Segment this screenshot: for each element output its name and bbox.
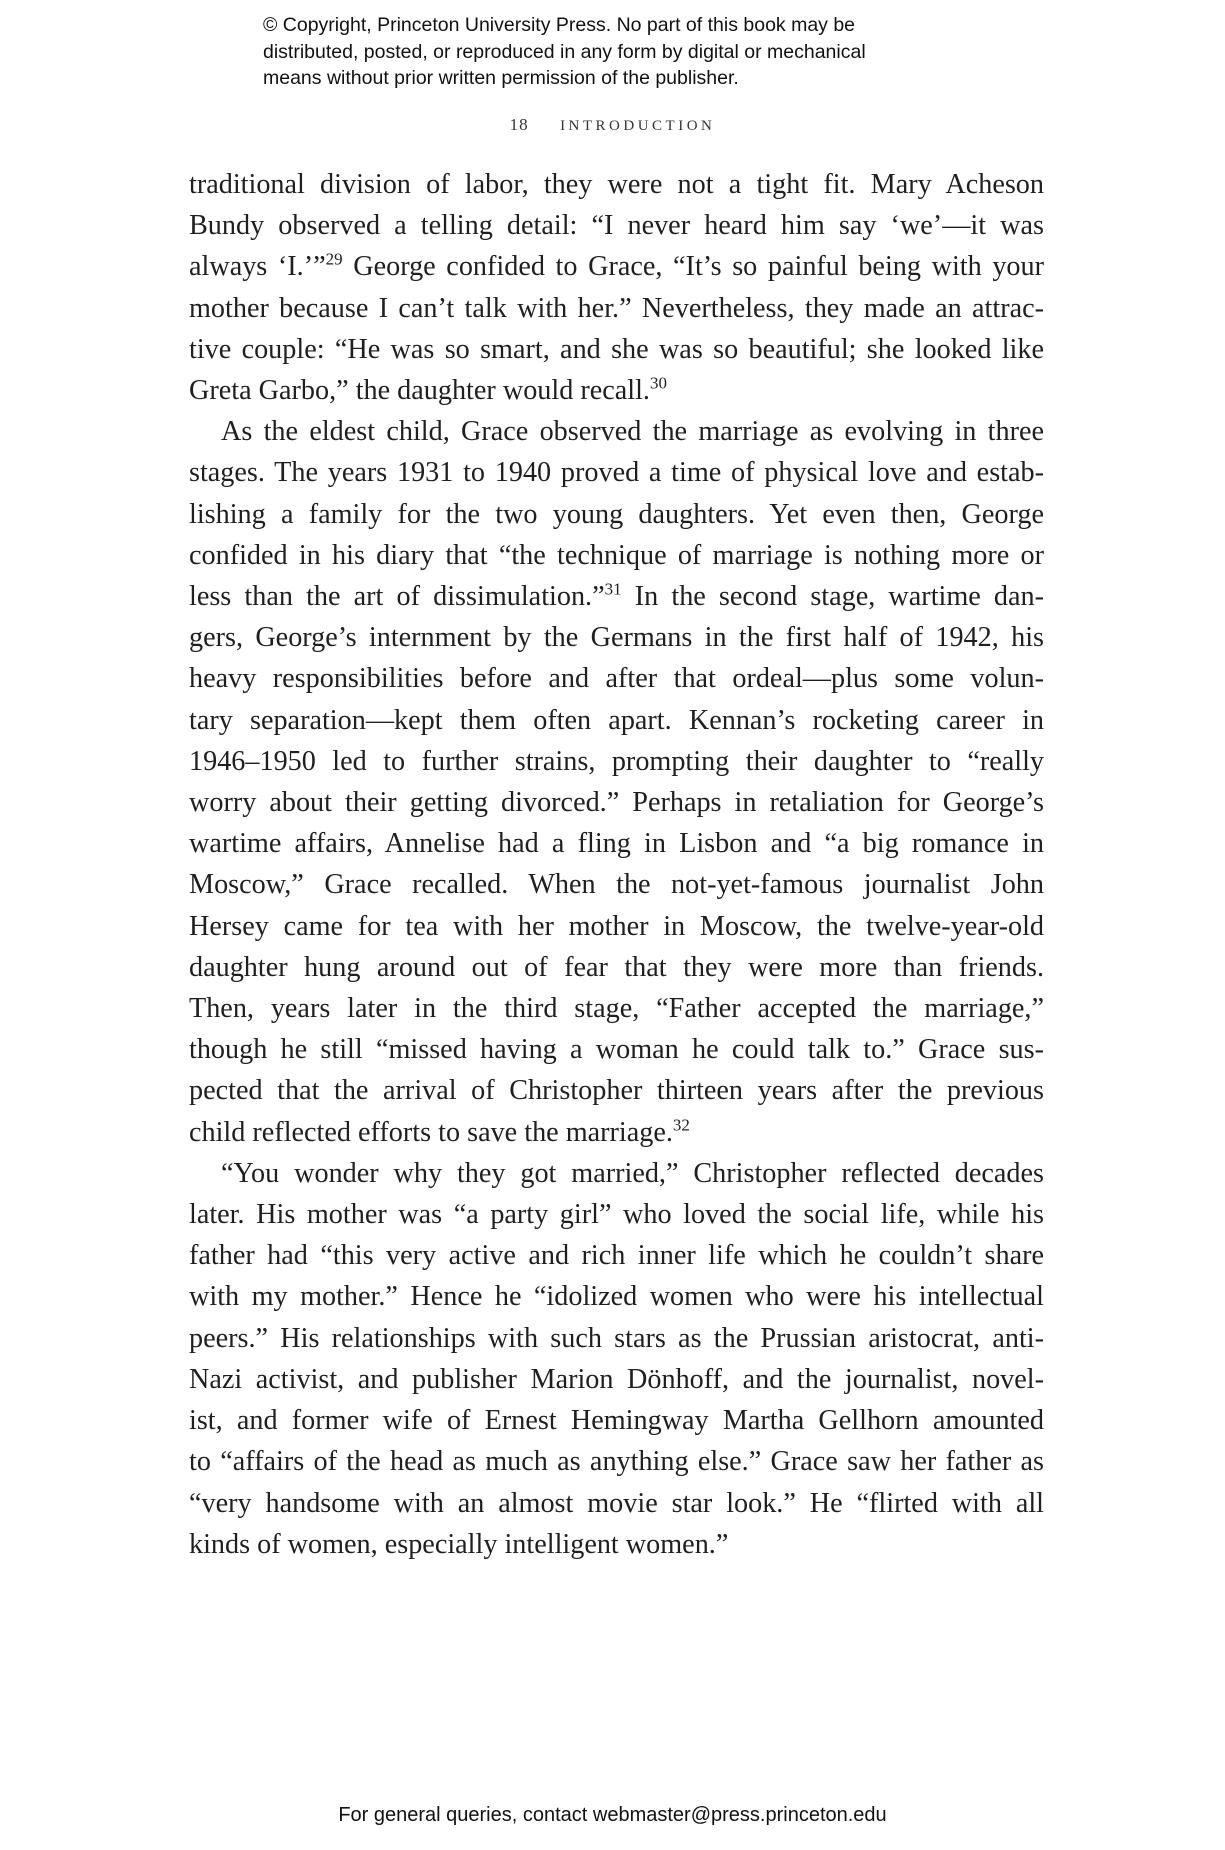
copyright-line-1: © Copyright, Princeton University Press. No part of this book may be: [263, 14, 856, 36]
footer-contact: For general queries, contact webmaster@press.princeton.edu: [338, 1804, 887, 1826]
text-line: child reflected efforts to save the marriage.$^{32}$: [189, 1115, 690, 1148]
text-line: “very handsome with an almost movie star look.” He “flirted with all: [189, 1487, 1044, 1519]
text-line: kinds of women, especially intelligent women.”: [189, 1528, 729, 1560]
text-line: tive couple: “He was so smart, and she was so beautiful; she looked like: [189, 333, 1044, 365]
text-line: though he still “missed having a woman he could talk to.” Grace sus-: [189, 1034, 1044, 1066]
text-line: heavy responsibilities before and after that ordeal—plus some volun-: [189, 663, 1044, 695]
text-line: wartime affairs, Annelise had a fling in Lisbon and “a big romance in: [189, 828, 1044, 860]
footnote-ref: 32: [672, 1115, 690, 1135]
text-line: lishing a family for the two young daughters. Yet even then, George: [189, 498, 1044, 530]
running-head: [0, 111, 1225, 136]
copyright-notice: [263, 12, 983, 92]
text-line: Then, years later in the third stage, “Father accepted the marriage,”: [189, 993, 1044, 1025]
text-line: daughter hung around out of fear that they were more than friends.: [189, 951, 1044, 983]
text-line: Moscow,” Grace recalled. When the not-yet-famous journalist John: [189, 869, 1044, 901]
paragraph: [189, 164, 1044, 411]
text-line: ist, and former wife of Ernest Hemingway Martha Gellhorn amounted: [189, 1405, 1044, 1437]
paragraph: [189, 1153, 1044, 1565]
text-line: mother because I can’t talk with her.” Nevertheless, they made an attrac-: [189, 292, 1044, 324]
footnote-ref: 31: [604, 579, 622, 599]
chapter-title: introduction: [560, 111, 716, 135]
text-line: pected that the arrival of Christopher thirteen years after the previous: [189, 1075, 1044, 1107]
copyright-line-2: distributed, posted, or reproduced in any form by digital or mechanical: [263, 40, 866, 63]
text-line: 1946–1950 led to further strains, prompting their daughter to “really: [189, 745, 1044, 777]
page-number: 18: [509, 115, 529, 134]
text-line: Bundy observed a telling detail: “I never heard him say ‘we’—it was: [189, 210, 1044, 242]
text-line: tary separation—kept them often apart. Kennan’s rocketing career in: [189, 704, 1044, 736]
text-line: with my mother.” Hence he “idolized women who were his intellectual: [189, 1281, 1044, 1313]
text-line: to “affairs of the head as much as anything else.” Grace saw her father as: [189, 1446, 1044, 1478]
text-line: gers, George’s internment by the Germans in the first half of 1942, his: [189, 622, 1044, 654]
text-line: traditional division of labor, they were not a tight fit. Mary Acheson: [189, 169, 1044, 200]
text-line: confided in his diary that “the technique of marriage is nothing more or: [189, 539, 1044, 571]
footnote-ref: 30: [649, 373, 667, 393]
text-line: “You wonder why they got married,” Christopher reflected decades: [221, 1157, 1044, 1189]
text-line: Hersey came for tea with her mother in Moscow, the twelve-year-old: [189, 910, 1044, 942]
body-text: [189, 164, 1044, 1565]
copyright-line-3: means without prior written permission of the publisher.: [263, 67, 739, 89]
text-line: worry about their getting divorced.” Perhaps in retaliation for George’s: [189, 787, 1044, 819]
text-line: later. His mother was “a party girl” who loved the social life, while his: [189, 1199, 1044, 1231]
text-line: less than the art of dissimulation.”$^{31}$ In the second stage, wartime dan-: [189, 579, 1045, 613]
footnote-ref: 29: [325, 250, 343, 270]
text-line: stages. The years 1931 to 1940 proved a time of physical love and estab-: [189, 457, 1044, 489]
paragraph: [189, 411, 1044, 1153]
text-line: father had “this very active and rich inner life which he couldn’t share: [189, 1240, 1044, 1272]
text-line: Greta Garbo,” the daughter would recall.$^{30}$: [189, 373, 667, 407]
text-line: Nazi activist, and publisher Marion Dönhoff, and the journalist, novel-: [189, 1363, 1044, 1395]
text-line: peers.” His relationships with such stars as the Prussian aristocrat, anti-: [189, 1322, 1044, 1354]
text-line: As the eldest child, Grace observed the marriage as evolving in three: [221, 416, 1044, 448]
text-line: always ‘I.’”$^{29}$ George confided to Grace, “It’s so painful being with your: [189, 250, 1044, 283]
